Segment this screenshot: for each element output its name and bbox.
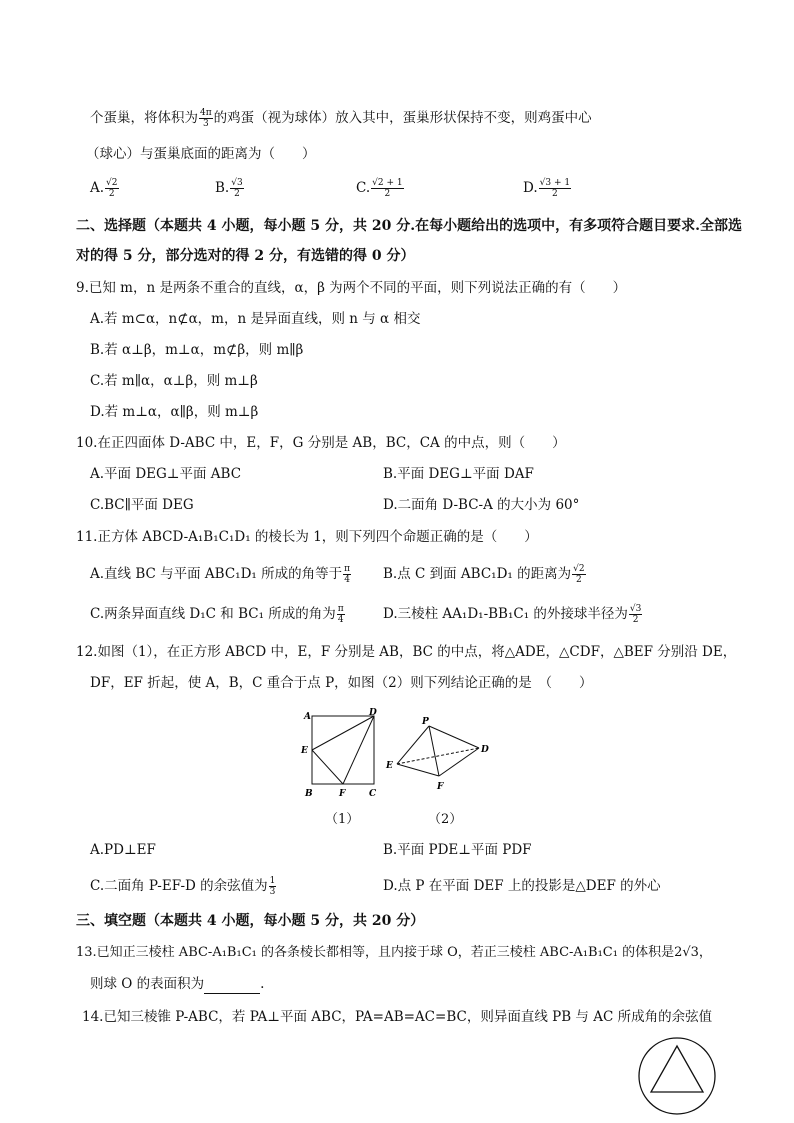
fig2-label-f: F	[437, 782, 444, 792]
fig1-label-f: F	[339, 789, 346, 798]
q13-answer-blank[interactable]	[204, 979, 260, 994]
q8-volume-fraction: $\frac{4\pi}{3}$	[200, 108, 212, 129]
q10-option-a[interactable]: A.平面 DEG⊥平面 ABC	[90, 466, 242, 482]
fig2-label-d: D	[481, 745, 489, 755]
fig1-label-c: C	[369, 789, 377, 798]
q12-option-a[interactable]: A.PD⊥EF	[90, 842, 156, 858]
fig1-label-b: B	[305, 789, 313, 798]
q14-line1: 14.已知三棱锥 P-ABC，若 PA⊥平面 ABC，PA=AB=AC=BC，则异面直线 PB 与 AC 所成角的余弦值	[82, 1009, 713, 1025]
q10-option-d[interactable]: D.二面角 D-BC-A 的大小为 60°	[383, 497, 580, 513]
q10-stem: 10.在正四面体 D-ABC 中，E，F，G 分别是 AB，BC，CA 的中点，则（ ）	[76, 435, 566, 451]
section3-heading: 三、填空题（本题共 4 小题，每小题 5 分，共 20 分）	[76, 913, 425, 929]
q12-option-c[interactable]: C.二面角 P-EF-D 的余弦值为 $\frac{1}{3}$	[90, 876, 276, 897]
q12-option-b[interactable]: B.平面 PDE⊥平面 PDF	[383, 842, 532, 858]
q8-line1: 个蛋巢，将体积为 $\frac{4\pi}{3}$ 的鸡蛋（视为球体）放入其中，蛋巢形状保持不变，则鸡蛋中心	[90, 108, 592, 129]
q9-option-b[interactable]: B.若 α⊥β，m⊥α，m⊄β，则 m∥β	[90, 342, 304, 358]
q13-volume-value: 2√3	[674, 945, 699, 960]
q8-line2: （球心）与蛋巢底面的距离为（ ）	[86, 146, 316, 162]
q12-figure-square	[300, 706, 390, 798]
q8-option-b[interactable]: B. $\frac{√3}{2}$	[215, 178, 243, 199]
q9-stem: 9.已知 m，n 是两条不重合的直线，α，β 为两个不同的平面，则下列说法正确的有（ ）	[76, 280, 627, 296]
q11-option-c[interactable]: C.两条异面直线 D₁C 和 BC₁ 所成的角为 $\frac{\pi}{4}$	[90, 604, 344, 625]
q9-option-a[interactable]: A.若 m⊂α，n⊄α，m，n 是异面直线，则 n 与 α 相交	[90, 311, 421, 327]
fig1-label-e: E	[301, 746, 308, 756]
q13-line1: 13.已知正三棱柱 ABC-A₁B₁C₁ 的各条棱长都相等，且内接于球 O，若正三棱柱 ABC-A₁B₁C₁ 的体积是2√3，	[76, 945, 712, 960]
fig2-label-e: E	[386, 761, 393, 771]
q12-option-d[interactable]: D.点 P 在平面 DEF 上的投影是△DEF 的外心	[383, 878, 661, 894]
fig2-label-p: P	[422, 717, 429, 727]
q9-option-d[interactable]: D.若 m⊥α，α∥β，则 m⊥β	[90, 404, 259, 420]
q8-option-c[interactable]: C. $\frac{√2 + 1}{2}$	[356, 178, 403, 199]
q11-option-b[interactable]: B.点 C 到面 ABC₁D₁ 的距离为 $\frac{√2}{2}$	[383, 564, 585, 585]
section2-heading-line2: 对的得 5 分，部分选对的得 2 分，有选错的得 0 分）	[76, 248, 415, 264]
q12-figure-tetrahedron	[383, 712, 493, 796]
section2-heading-line1: 二、选择题（本题共 4 小题，每小题 5 分，共 20 分.在每小题给出的选项中，有多项符合题目要求.全部选	[76, 218, 742, 234]
q8-option-a[interactable]: A. $\frac{√2}{2}$	[90, 178, 118, 199]
q8-option-d[interactable]: D. $\frac{√3 + 1}{2}$	[523, 178, 571, 199]
q11-option-a[interactable]: A.直线 BC 与平面 ABC₁D₁ 所成的角等于 $\frac{\pi}{4}$	[90, 564, 351, 585]
q10-option-c[interactable]: C.BC∥平面 DEG	[90, 497, 194, 513]
fig1-label-d: D	[369, 708, 377, 718]
q12-stem-line1: 12.如图（1），在正方形 ABCD 中，E，F 分别是 AB，BC 的中点，将△ADE，△CDF，△BEF 分别沿 DE，	[76, 644, 737, 660]
q13-line2: 则球 O 的表面积为 .	[90, 976, 265, 992]
q9-option-c[interactable]: C.若 m∥α，α⊥β，则 m⊥β	[90, 373, 258, 389]
fig2-caption: （2）	[428, 812, 463, 827]
circle-triangle-logo-icon	[636, 1035, 718, 1117]
fig1-label-a: A	[304, 712, 311, 722]
q11-option-d[interactable]: D.三棱柱 AA₁D₁-BB₁C₁ 的外接球半径为 $\frac{√3}{2}$	[383, 604, 642, 625]
q11-stem: 11.正方体 ABCD-A₁B₁C₁D₁ 的棱长为 1，则下列四个命题正确的是（ ）	[76, 529, 538, 545]
q10-option-b[interactable]: B.平面 DEG⊥平面 DAF	[383, 466, 534, 482]
q12-stem-line2: DF，EF 折起，使 A，B，C 重合于点 P，如图（2）则下列结论正确的是 （ ）	[90, 675, 593, 691]
fig1-caption: （1）	[325, 812, 360, 827]
